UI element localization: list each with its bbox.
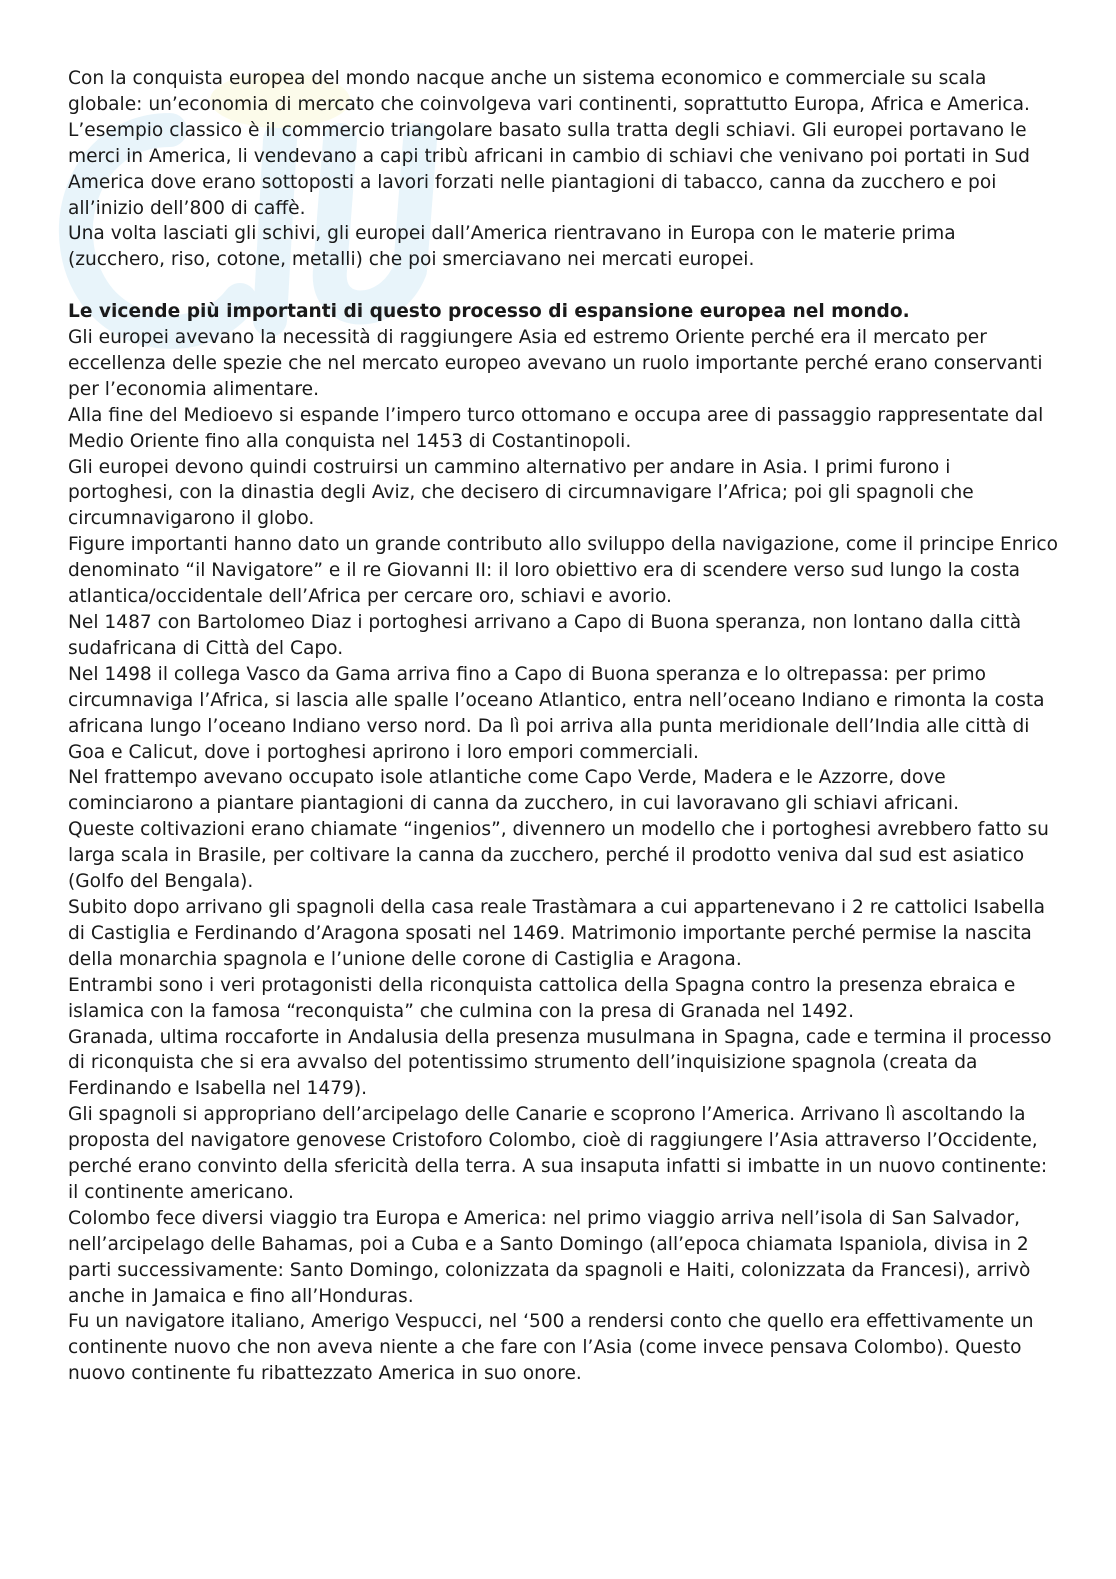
body-paragraph-3: Gli europei devono quindi costruirsi un cammino alternativo per andare in Asia. I primi furono i portoghesi, con la dinastia degli Aviz, che decisero di circumnavigare l’Africa; poi gli spagnoli che circumnavigarono il globo.	[68, 456, 974, 530]
body-paragraph-1: Gli europei avevano la necessità di raggiungere Asia ed estremo Oriente perché era il mercato per eccellenza delle spezie che nel mercato europeo avevano un ruolo importante perché erano conservanti per l’economia alimentare.	[68, 327, 1043, 400]
body-paragraph-14: Fu un navigatore italiano, Amerigo Vespucci, nel ‘500 a rendersi conto che quello era effettivamente un continente nuovo che non aveva niente a che fare con l’Asia (come invece pensava Colombo). Questo nuovo continente fu ribattezzato America in suo onore.	[68, 1311, 1034, 1385]
body-paragraph-8: Queste coltivazioni erano chiamate “ingenios”, divennero un modello che i portoghesi avrebbero fatto su larga scala in Brasile, per coltivare la canna da zucchero, perché il prodotto veniva dal sud est asiatico (Golfo del Bengala).	[68, 819, 1049, 893]
section-heading: Le vicende più importanti di questo processo di espansione europea nel mondo.	[68, 301, 910, 323]
intro-paragraph-3: Una volta lasciati gli schivi, gli europei dall’America rientravano in Europa con le materie prima (zucchero, riso, cotone, metalli) che poi smerciavano nei mercati europei.	[68, 223, 956, 271]
document-body	[68, 66, 1058, 1387]
intro-paragraph-2: L’esempio classico è il commercio triangolare basato sulla tratta degli schiavi. Gli europei portavano le merci in America, li vendevano a capi tribù africani in cambio di schiavi che venivano poi portati in Sud America dove erano sottoposti a lavori forzati nelle piantagioni di tabacco, canna da zucchero e poi all’inizio dell’800 di caffè.	[68, 119, 1030, 219]
body-paragraph-11: Granada, ultima roccaforte in Andalusia della presenza musulmana in Spagna, cade e termina il processo di riconquista che si era avvalso del potentissimo strumento dell’inquisizione spagnola (creata da Ferdinando e Isabella nel 1479).	[68, 1026, 1052, 1100]
body-paragraph-10: Entrambi sono i veri protagonisti della riconquista cattolica della Spagna contro la presenza ebraica e islamica con la famosa “reconquista” che culmina con la presa di Granada nel 1492.	[68, 974, 1016, 1022]
paragraph-spacer	[68, 273, 1058, 299]
body-paragraph-5: Nel 1487 con Bartolomeo Diaz i portoghesi arrivano a Capo di Buona speranza, non lontano dalla città sudafricana di Città del Capo.	[68, 612, 1022, 659]
intro-paragraph-1: Con la conquista europea del mondo nacque anche un sistema economico e commerciale su scala globale: un’economia di mercato che coinvolgeva vari continenti, soprattutto Europa, Africa e America.	[68, 68, 1030, 115]
body-paragraph-9: Subito dopo arrivano gli spagnoli della casa reale Trastàmara a cui appartenevano i 2 re cattolici Isabella di Castiglia e Ferdinando d’Aragona sposati nel 1469. Matrimonio importante perché permise la nascita della monarchia spagnola e l’unione delle corone di Castiglia e Aragona.	[68, 896, 1046, 970]
body-paragraph-6: Nel 1498 il collega Vasco da Gama arriva fino a Capo di Buona speranza e lo oltrepassa: per primo circumnaviga l’Africa, si lascia alle spalle l’oceano Atlantico, entra nell’oceano Indiano e rimonta la costa africana lungo l’oceano Indiano verso nord. Da lì poi arriva alla punta meridionale dell’India alle città di Goa e Calicut, dove i portoghesi aprirono i loro empori commerciali.	[68, 663, 1045, 763]
body-paragraph-7: Nel frattempo avevano occupato isole atlantiche come Capo Verde, Madera e le Azzorre, dove cominciarono a piantare piantagioni di canna da zucchero, in cui lavoravano gli schiavi africani.	[68, 767, 960, 815]
body-paragraph-4: Figure importanti hanno dato un grande contributo allo sviluppo della navigazione, come il principe Enrico denominato “il Navigatore” e il re Giovanni II: il loro obiettivo era di scendere verso sud lungo la costa atlantica/occidentale dell’Africa per cercare oro, schiavi e avorio.	[68, 534, 1058, 608]
body-paragraph-13: Colombo fece diversi viaggio tra Europa e America: nel primo viaggio arriva nell’isola di San Salvador, nell’arcipelago delle Bahamas, poi a Cuba e a Santo Domingo (all’epoca chiamata Ispaniola, divisa in 2 parti successivamente: Santo Domingo, colonizzata da spagnoli e Haiti, colonizzata da Francesi), arrivò anche in Jamaica e fino all’Honduras.	[68, 1207, 1031, 1307]
body-paragraph-2: Alla fine del Medioevo si espande l’impero turco ottomano e occupa aree di passaggio rappresentate dal Medio Oriente fino alla conquista nel 1453 di Costantinopoli.	[68, 404, 1044, 452]
body-paragraph-12: Gli spagnoli si appropriano dell’arcipelago delle Canarie e scoprono l’America. Arrivano lì ascoltando la proposta del navigatore genovese Cristoforo Colombo, cioè di raggiungere l’Asia attraverso l’Occidente, perché erano convinto della sfericità della terra. A sua insaputa infatti si imbatte in un nuovo continente: il continente americano.	[68, 1104, 1048, 1203]
